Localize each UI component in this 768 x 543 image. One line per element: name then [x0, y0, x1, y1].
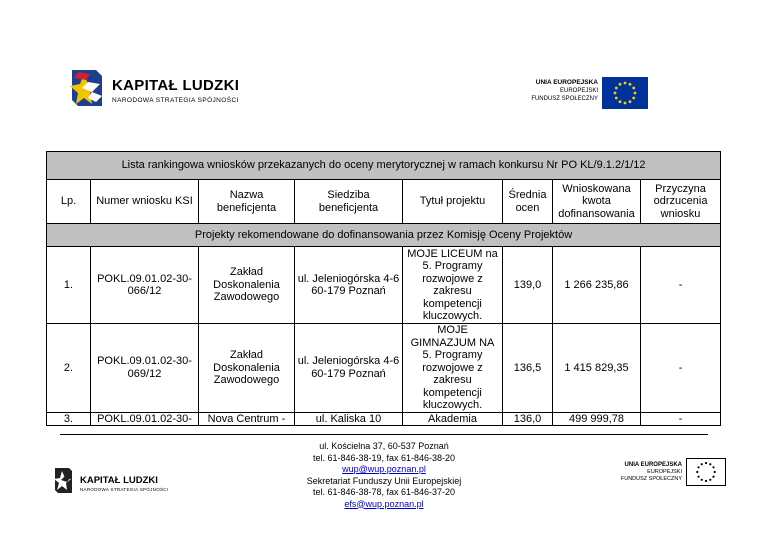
ranking-table [46, 151, 721, 426]
cell-kwota: 1 415 829,35 [553, 324, 641, 413]
cell-przyczyna: - [641, 247, 721, 324]
cell-lp: 3. [47, 412, 91, 426]
footer-phone: tel. 61-846-38-19, fax 61-846-38-20 [312, 452, 456, 463]
cell-srednia: 136,0 [503, 412, 553, 426]
eu-line2-footer: EUROPEJSKI [647, 469, 682, 475]
footer-email-wup-link[interactable]: wup@wup.poznan.pl [342, 464, 426, 474]
eu-line2: EUROPEJSKI [559, 88, 598, 94]
eu-line3-footer: FUNDUSZ SPOŁECZNY [620, 476, 682, 482]
cell-ksi: POKL.09.01.02-30-069/12 [91, 324, 199, 413]
cell-lp: 2. [47, 324, 91, 413]
cell-srednia: 139,0 [503, 247, 553, 324]
eu-line1-footer: UNIA EUROPEJSKA [624, 462, 682, 468]
kapital-ludzki-subtitle-footer: NARODOWA STRATEGIA SPÓJNOŚCI [80, 487, 169, 492]
section-row [47, 224, 721, 247]
table-header-row [47, 180, 721, 224]
cell-beneficjent: Zakład Doskonalenia Zawodowego [199, 324, 295, 413]
col-header-kwota: Wnioskowana kwota dofinansowania [553, 180, 641, 224]
eu-line3: FUNDUSZ SPOŁECZNY [531, 96, 598, 102]
cell-tytul: MOJE LICEUM na 5. Programy rozwojowe z zakresu kompetencji kluczowych. [403, 247, 503, 324]
kapital-ludzki-star-icon [52, 466, 74, 496]
table-title: Lista rankingowa wniosków przekazanych do oceny merytorycznej w ramach konkursu Nr PO KL/9.1.2/1/12 [47, 152, 721, 180]
table-row [47, 412, 721, 426]
kapital-ludzki-title: KAPITAŁ LUDZKI [112, 77, 240, 94]
cell-siedziba: ul. Jeleniogórska 4-6 60-179 Poznań [295, 247, 403, 324]
cell-srednia: 136,5 [503, 324, 553, 413]
cell-siedziba: ul. Kaliska 10 [295, 412, 403, 426]
cell-siedziba: ul. Jeleniogórska 4-6 60-179 Poznań [295, 324, 403, 413]
cell-beneficjent: Nova Centrum - [199, 412, 295, 426]
footer-secretariat: Sekretariat Funduszy Unii Europejskiej [306, 475, 462, 486]
cell-tytul: Akademia [403, 412, 503, 426]
cell-przyczyna: - [641, 324, 721, 413]
cell-przyczyna: - [641, 412, 721, 426]
footer-address: ul. Kościelna 37, 60-537 Poznań [319, 441, 449, 451]
eu-logo-text-footer [616, 462, 682, 483]
col-header-tytul: Tytuł projektu [403, 180, 503, 224]
kapital-ludzki-star-icon [66, 66, 106, 112]
footer-email-efs-link[interactable]: efs@wup.poznan.pl [344, 498, 424, 509]
footer-phone-2: tel. 61-846-38-78, fax 61-846-37-20 [312, 487, 456, 497]
eu-logo [530, 77, 650, 109]
eu-logo-text [530, 79, 598, 103]
eu-flag-icon [602, 77, 648, 109]
cell-kwota: 499 999,78 [553, 412, 641, 426]
cell-beneficjent: Zakład Doskonalenia Zawodowego [199, 247, 295, 324]
col-header-ksi: Numer wniosku KSI [91, 180, 199, 224]
kapital-ludzki-subtitle: NARODOWA STRATEGIA SPÓJNOŚCI [112, 97, 239, 104]
table-title-row [47, 152, 721, 180]
col-header-siedziba: Siedziba beneficjenta [295, 180, 403, 224]
table-row [47, 247, 721, 324]
col-header-beneficjent: Nazwa beneficjenta [199, 180, 295, 224]
kapital-ludzki-title-footer: KAPITAŁ LUDZKI [80, 475, 158, 486]
cell-ksi: POKL.09.01.02-30-066/12 [91, 247, 199, 324]
cell-tytul: MOJE GIMNAZJUM NA 5. Programy rozwojowe z zakresu kompetencji kluczowych. [403, 324, 503, 413]
kapital-ludzki-logo-footer [52, 466, 182, 496]
section-title: Projekty rekomendowane do dofinansowania przez Komisję Oceny Projektów [47, 224, 721, 247]
col-header-przyczyna: Przyczyna odrzucenia wniosku [641, 180, 721, 224]
eu-flag-icon [686, 458, 726, 486]
table-row [47, 324, 721, 413]
col-header-srednia: Średnia ocen [503, 180, 553, 224]
footer-divider [60, 434, 708, 435]
kapital-ludzki-logo [66, 66, 246, 114]
eu-line1: UNIA EUROPEJSKA [535, 79, 598, 86]
eu-logo-footer [616, 458, 736, 486]
cell-lp: 1. [47, 247, 91, 324]
cell-kwota: 1 266 235,86 [553, 247, 641, 324]
col-header-lp: Lp. [47, 180, 91, 224]
cell-ksi: POKL.09.01.02-30- [91, 412, 199, 426]
